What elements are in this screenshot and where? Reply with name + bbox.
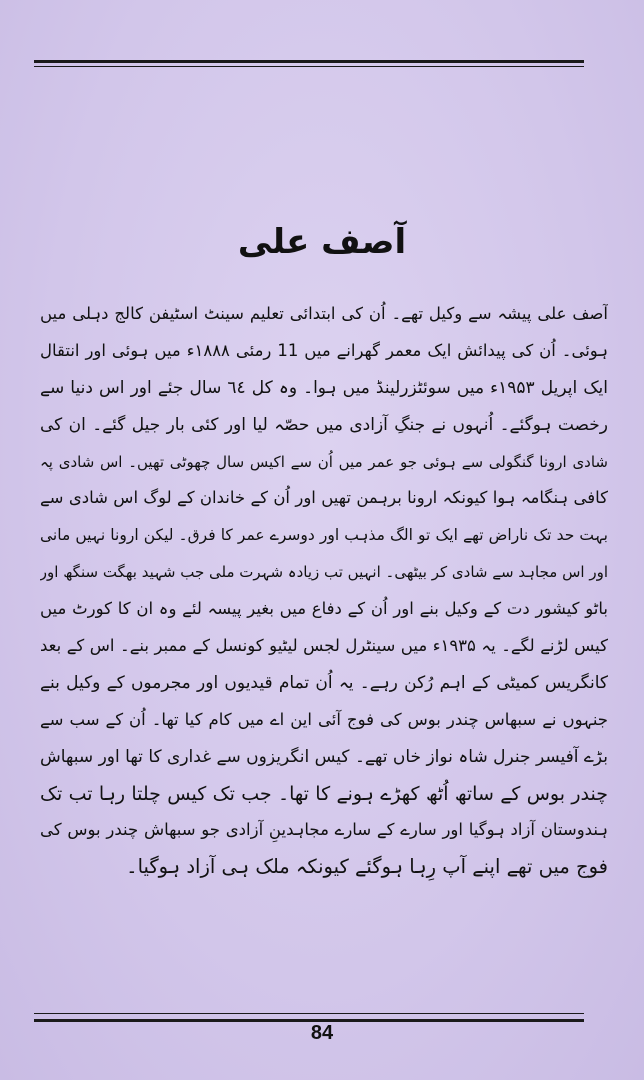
page-number: 84 xyxy=(310,1022,334,1044)
text-line: بہت حد تک ناراض تھے ایک تو الگ مذہب اور دوسرے عمر کا فرق۔ لیکن ارونا نہیں مانی xyxy=(40,526,608,545)
text-line: ایک اپریل ۱۹۵۳ء میں سوئٹزرلینڈ میں ہوا۔ وہ کل ٦٤ سال جئے اور اس دنیا سے xyxy=(40,377,608,398)
chapter-title: آصف علی xyxy=(237,222,407,262)
text-line: کیس لڑنے لگے۔ یہ ۱۹۳۵ء میں سینٹرل لجس لیٹیو کونسل کے ممبر بنے۔ اس کے بعد xyxy=(40,636,608,656)
text-line: چندر بوس کے ساتھ اُٹھ کھڑے ہونے کا تھا۔ جب تک کیس چلتا رہا تب تک xyxy=(40,782,608,805)
text-line: جنہوں نے سبھاس چندر بوس کی فوج آئی این اے میں کام کیا تھا۔ اُن کے سب سے xyxy=(40,709,608,729)
text-line: کافی ہنگامہ ہوا کیونکہ ارونا برہمن تھیں اور اُن کے خاندان کے لوگ اس شادی سے xyxy=(40,488,608,508)
text-line: آصف علی پیشہ سے وکیل تھے۔ اُن کی ابتدائی تعلیم سینٹ اسٹیفن کالج دہلی میں xyxy=(40,304,608,323)
text-line: باٹو کیشور دت کے وکیل بنے اور اُن کے دفاع میں بغیر پیسہ لئے وہ ان کا کورٹ میں xyxy=(40,599,608,619)
body-text xyxy=(40,296,608,886)
text-line: شادی ارونا گنگولی سے ہوئی جو عمر میں اُن سے اکیس سال چھوٹی تھیں۔ اس شادی پہ xyxy=(40,452,608,471)
text-line: ہندوستان آزاد ہوگیا اور سارے کے سارے مجاہدینِ آزادی جو سبھاش چندر بوس کی xyxy=(40,820,608,840)
top-rule-thin xyxy=(34,66,584,67)
text-line: اور اس مجاہد سے شادی کر بیٹھی۔ انہیں تب زیادہ شہرت ملی جب شہید بھگت سنگھ اور xyxy=(40,563,608,582)
top-rule-thick xyxy=(34,60,584,63)
bottom-rule-thin xyxy=(34,1013,584,1014)
text-line: ہوئی۔ اُن کی پیدائش ایک معمر گھرانے میں 11 رمئی ۱۸۸۸ء میں ہوئی اور انتقال xyxy=(40,340,608,360)
text-line: رخصت ہوگئے۔ اُنہوں نے جنگِ آزادی میں حصّہ لیا اور کئی بار جیل گئے۔ ان کی xyxy=(40,414,608,435)
text-line: فوج میں تھے اپنے آپ رِہا ہوگئے کیونکہ ملک ہی آزاد ہوگیا۔ xyxy=(126,855,608,879)
text-line: بڑے آفیسر جنرل شاہ نواز خاں تھے۔ کیس انگریزوں سے غداری کا تھا اور سبھاش xyxy=(40,746,608,767)
text-line: کانگریس کمیٹی کے اہم رُکن رہے۔ یہ اُن تمام قیدیوں اور مجرموں کے وکیل بنے xyxy=(40,672,608,693)
